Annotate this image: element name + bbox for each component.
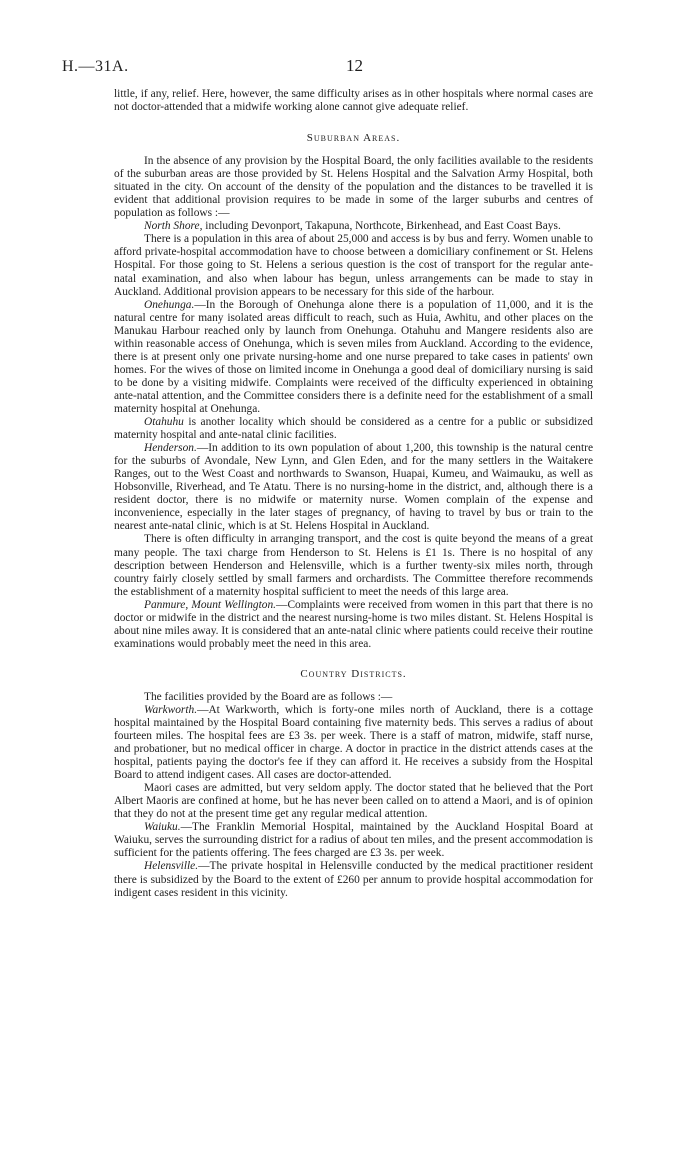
paragraph-onehunga bbox=[114, 299, 593, 416]
helensville-body: —The private hospital in Helensville conducted by the medical practitioner resident there is subsidized by the Board to the extent of £260 per annum to provide hospital accommodation for indigent cases resident in this vicinity. bbox=[114, 860, 593, 899]
paragraph-north-shore-body: There is a population in this area of about 25,000 and access is by bus and ferry. Women unable to afford private-hospital accommodation have to choose between a domiciliary confinement or St. Helens Hospital. For those going to St. Helens a serious question is the cost of transport for the regular ante-natal examination, and also when labour has begun, unless arrangements can be made to stay in Auckland. Additional provision appears to be necessary for this side of the harbour. bbox=[114, 233, 593, 298]
paragraph-continuation: little, if any, relief. Here, however, the same difficulty arises as in other hospitals where normal cases are not doctor-attended that a midwife working alone cannot give adequate relief. bbox=[114, 88, 593, 114]
paragraph-otahuhu bbox=[114, 416, 593, 442]
otahuhu-body: is another locality which should be considered as a centre for a public or subsidized maternity hospital and ante-natal clinic facilities. bbox=[114, 416, 593, 442]
paragraph-suburban-intro: In the absence of any provision by the Hospital Board, the only facilities available to the residents of the suburban areas are those provided by St. Helens Hospital and the Salvation Army Hospital, both situated in the city. On account of the density of the population and the distances to be travelled it is evident that additional provision requires to be made in some of the larger suburbs and centres of population as follows :— bbox=[114, 155, 593, 220]
warkworth-body: —At Warkworth, which is forty-one miles north of Auckland, there is a cottage hospital maintained by the Hospital Board containing five maternity beds. This serves a radius of about fourteen miles. The hospital fees are £3 3s. per week. There is a staff of matron, midwife, staff nurse, and probationer, but no medical officer in charge. A doctor in practice in the district attends cases at the hospital, patients paying the doctor's fee if they can afford it. He receives a subsidy from the Hospital Board to attend indigent cases. All cases are doctor-attended. bbox=[114, 703, 593, 782]
place-otahuhu: Otahuhu bbox=[144, 416, 184, 429]
place-panmure: Panmure, Mount Wellington. bbox=[144, 598, 277, 611]
paragraph-waiuku bbox=[114, 821, 593, 860]
place-helensville: Helensville. bbox=[144, 860, 199, 873]
section-heading-country: Country Districts. bbox=[300, 667, 407, 680]
north-shore-rest: including Devonport, Takapuna, Northcote, Birkenhead, and East Coast Bays. bbox=[202, 220, 561, 233]
onehunga-body: —In the Borough of Onehunga alone there is a population of 11,000, and it is the natural centre for many isolated areas difficult to reach, such as Huia, Awhitu, and other places on the Manukau Harbour reached only by launch from Onehunga. Otahuhu and Mangere residents also are within reasonable access of Onehunga, which is seven miles from Auckland. According to the evidence, there is at present only one private nursing-home and one nurse prepared to take cases in patients' own homes. For the wives of those on limited income in Onehunga a good deal of domiciliary nursing is said to be done by a visiting midwife. Complaints were received of the difficulty experienced in obtaining ante-natal attention, and the Committee considers there is a definite need for the establishment of a small maternity hospital at Onehunga. bbox=[114, 298, 593, 415]
paragraph-maori: Maori cases are admitted, but very seldom apply. The doctor stated that he believed that the Port Albert Maoris are confined at home, but he has never been called on to attend a Maori, and is of opinion that they do not at the present time get any regular medical attention. bbox=[114, 782, 593, 821]
panmure-body: —Complaints were received from women in this part that there is no doctor or midwife in the district and the nearest nursing-home is two miles distant. St. Helens Hospital is about nine miles away. It is considered that an ante-natal clinic where patients could receive their routine examinations would probably meet the need in this area. bbox=[114, 598, 594, 650]
document-body bbox=[114, 88, 593, 900]
place-henderson: Henderson. bbox=[144, 442, 197, 455]
paragraph-north-shore bbox=[114, 220, 593, 233]
paragraph-warkworth bbox=[114, 704, 593, 782]
paragraph-helensville bbox=[114, 860, 593, 899]
henderson-body: —In addition to its own population of about 1,200, this township is the natural centre for the suburbs of Avondale, New Lynn, and Glen Eden, and for the many settlers in the Waitakere Ranges, out to the West Coast and northwards to Swanson, Huapai, Kumeu, and Waimauku, as well as Hobsonville, Riverhead, and Te Atatu. There is no nursing-home in the district, and, although there is a resident doctor, there is no midwife or maternity nurse. Women complain of the expense and inconvenience, especially in the later stages of pregnancy, of having to travel by bus or train to the nearest ante-natal clinic, which is at St. Helens Hospital in Auckland. bbox=[114, 442, 593, 533]
document-reference: H.—31A. bbox=[62, 58, 129, 75]
waiuku-body: —The Franklin Memorial Hospital, maintained by the Auckland Hospital Board at Waiuku, serves the surrounding district for a radius of about ten miles, and the present accommodation is sufficient for the patients offering. The fees charged are £3 3s. per week. bbox=[114, 821, 593, 860]
place-north-shore: North Shore, bbox=[144, 220, 203, 233]
section-heading-suburban: Suburban Areas. bbox=[306, 132, 401, 145]
place-onehunga: Onehunga. bbox=[144, 298, 195, 311]
paragraph-henderson-2: There is often difficulty in arranging transport, and the cost is quite beyond the means of a great many people. The taxi charge from Henderson to St. Helens is £1 1s. There is no hospital of any description between Henderson and Helensville, which is a further twenty-six miles north, through country fairly closely settled by small farmers and orchardists. The Committee therefore recommends the establishment of a maternity hospital sufficient to meet the needs of this large area. bbox=[114, 533, 593, 598]
page-number: 12 bbox=[346, 56, 363, 75]
place-waiuku: Waiuku. bbox=[144, 821, 181, 834]
paragraph-country-intro: The facilities provided by the Board are as follows :— bbox=[144, 690, 393, 703]
paragraph-henderson bbox=[114, 442, 593, 533]
place-warkworth: Warkworth. bbox=[144, 703, 198, 716]
paragraph-panmure bbox=[114, 599, 593, 651]
